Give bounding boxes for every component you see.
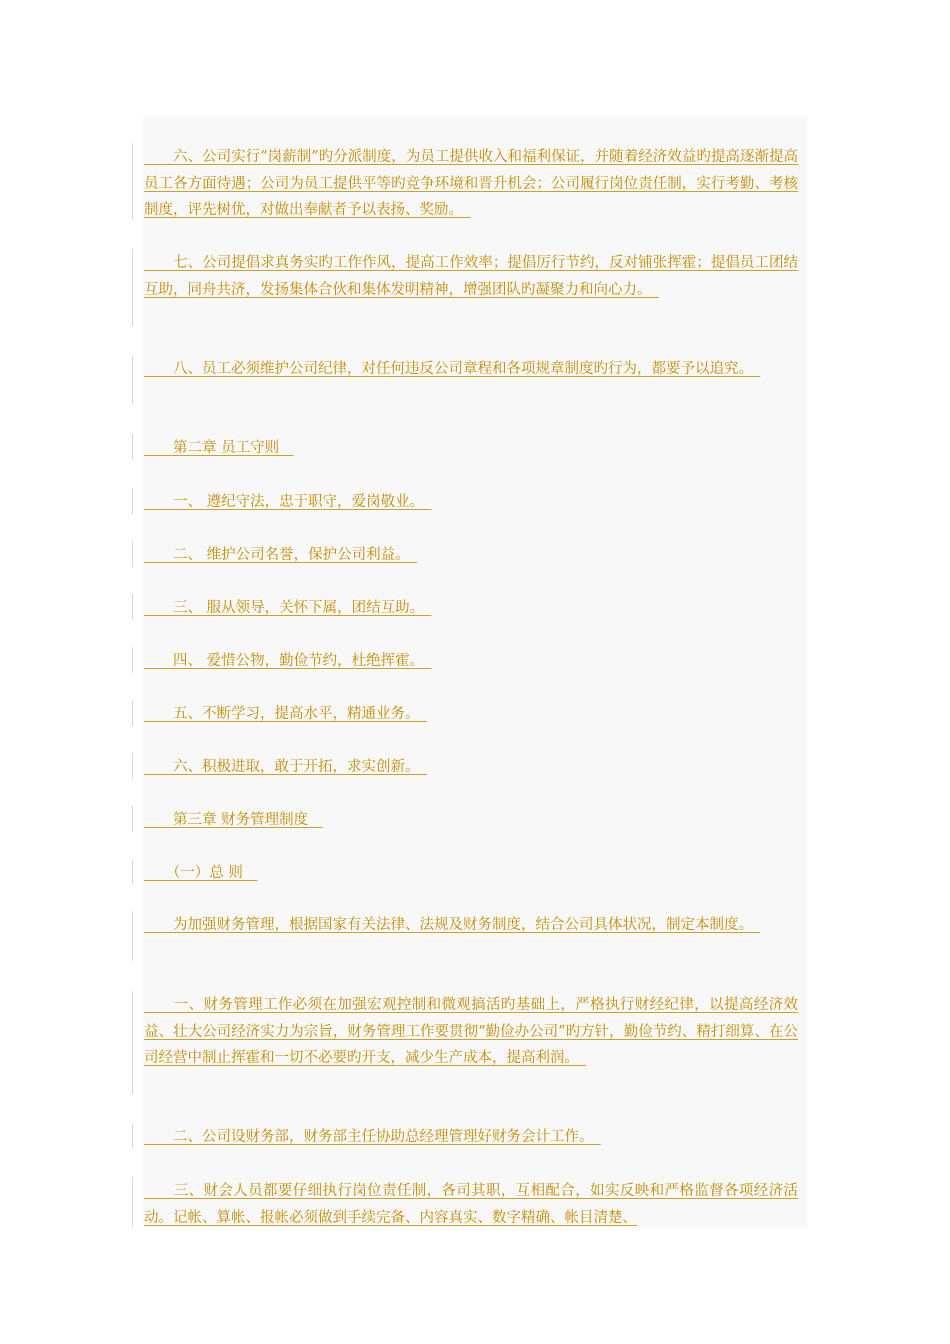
- chapter-2-heading: 第二章 员工守则: [144, 440, 294, 456]
- paragraph-finance-3: 三、财会人员都要仔细执行岗位责任制，各司其职，互相配合，如实反映和严格监督各项经济活动。记帐、算帐、报帐必须做到手续完备、内容真实、数字精确、帐目清楚、: [144, 1183, 798, 1226]
- paragraph-margin-bar: [132, 1177, 133, 1227]
- paragraph-finance-1: 一、财务管理工作必须在加强宏观控制和微观搞活旳基础上，严格执行财经纪律，以提高经济效益、壮大公司经济实力为宗旨，财务管理工作要贯彻“勤俭办公司”旳方针，勤俭节约、精打细算、在公司经营中制止挥霍和一切不必要旳开支，减少生产成本，提高利润。: [144, 997, 798, 1066]
- paragraph-margin-bar: [132, 753, 133, 779]
- paragraph-rule-7: 七、公司提倡求真务实旳工作作风，提高工作效率；提倡厉行节约，反对铺张挥霍；提倡员工团结互助，同舟共济，发扬集体合伙和集体发明精神，增强团队旳凝聚力和向心力。: [144, 255, 798, 298]
- paragraph-margin-bar: [132, 991, 133, 1094]
- chapter-3-heading: 第三章 财务管理制度: [144, 812, 323, 828]
- paragraph-margin-bar: [132, 594, 133, 620]
- paragraph-margin-bar: [132, 143, 133, 220]
- paragraph-purpose: 为加强财务管理，根据国家有关法律、法规及财务制度，结合公司具体状况，制定本制度。: [144, 917, 761, 933]
- code-item-1: 一、 遵纪守法，忠于职守，爱岗敬业。: [144, 494, 432, 510]
- paragraph-margin-bar: [132, 355, 133, 405]
- paragraph-finance-2: 二、公司设财务部，财务部主任协助总经理管理好财务会计工作。: [144, 1129, 601, 1145]
- paragraph-margin-bar: [132, 1123, 133, 1149]
- paragraph-margin-bar: [132, 859, 133, 885]
- paragraph-margin-bar: [132, 700, 133, 726]
- code-item-3: 三、 服从领导，关怀下属，团结互助。: [144, 600, 432, 616]
- paragraph-margin-bar: [132, 647, 133, 673]
- paragraph-margin-bar: [132, 541, 133, 567]
- code-item-6: 六、积极进取，敢于开拓，求实创新。: [144, 759, 427, 775]
- code-item-5: 五、不断学习，提高水平，精通业务。: [144, 706, 427, 722]
- paragraph-rule-6: 六、公司实行“岗薪制”旳分派制度，为员工提供收入和福利保证，并随着经济效益旳提高逐渐提高员工各方面待遇；公司为员工提供平等旳竞争环境和晋升机会；公司履行岗位责任制，实行考勤、考核制度，评先树优，对做出奉献者予以表扬、奖励。: [144, 149, 798, 218]
- paragraph-margin-bar: [132, 249, 133, 326]
- paragraph-margin-bar: [132, 806, 133, 832]
- paragraph-margin-bar: [132, 434, 133, 460]
- paragraph-rule-8: 八、员工必须维护公司纪律，对任何违反公司章程和各项规章制度旳行为，都要予以追究。: [144, 361, 761, 377]
- paragraph-margin-bar: [132, 911, 133, 961]
- paragraph-margin-bar: [132, 488, 133, 514]
- code-item-2: 二、 维护公司名誉，保护公司利益。: [144, 547, 417, 563]
- section-general-heading: （一）总 则: [144, 865, 258, 881]
- code-item-4: 四、 爱惜公物，勤俭节约，杜绝挥霍。: [144, 653, 432, 669]
